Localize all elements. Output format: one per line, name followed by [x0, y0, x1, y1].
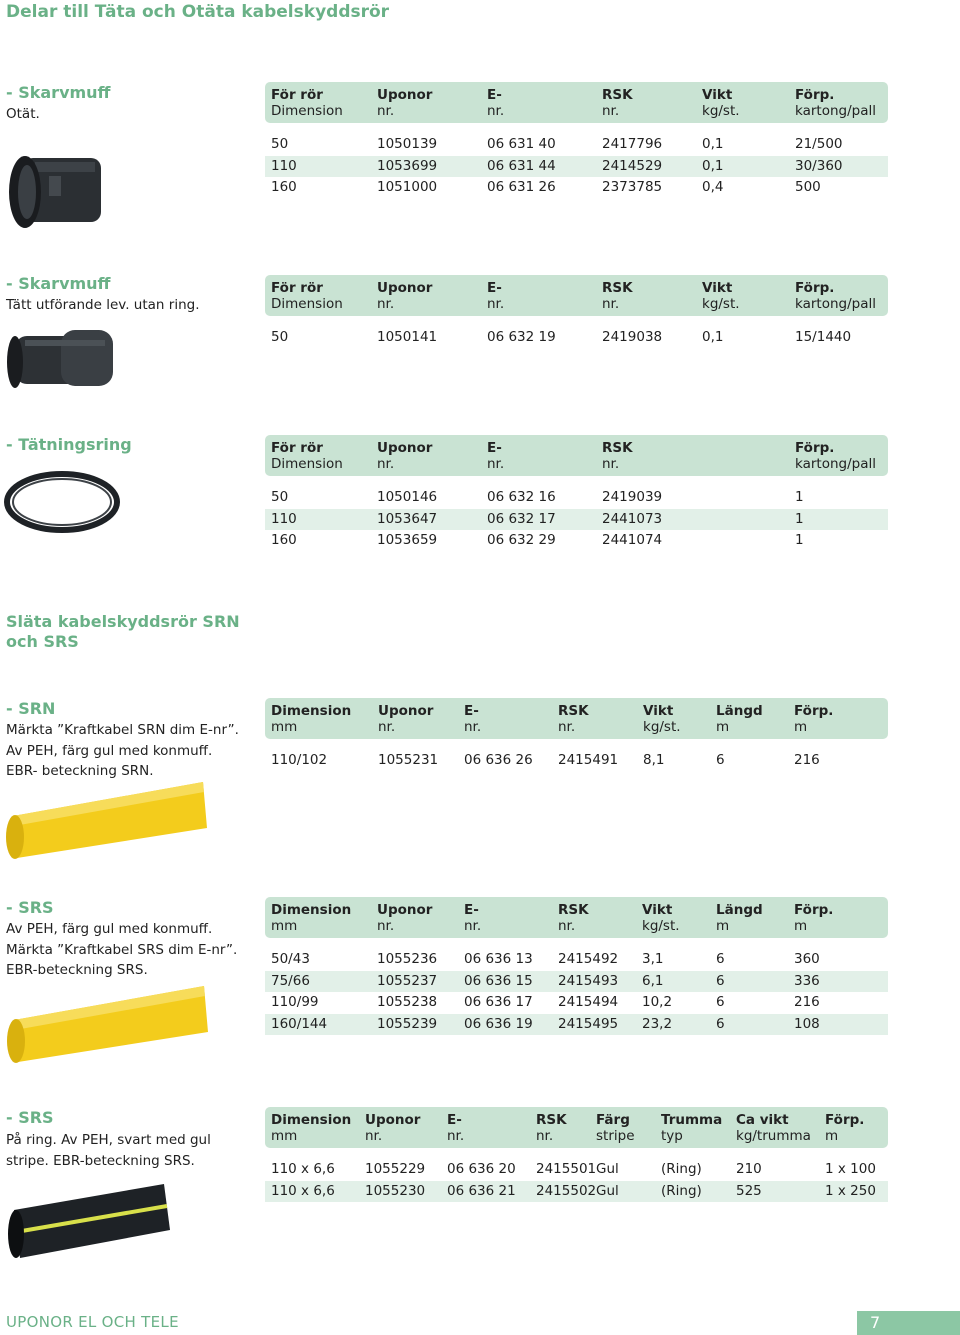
table-row: 110 1053699 06 631 44 2414529 0,1 30/360: [265, 156, 888, 178]
column-header: E- nr.: [487, 87, 505, 119]
table-row: 160/144 1055239 06 636 19 2415495 23,2 6 108: [265, 1014, 888, 1036]
section-description: [6, 104, 40, 125]
table-header: [265, 435, 888, 476]
table-row: 50 1050139 06 631 40 2417796 0,1 21/500: [271, 136, 843, 152]
description-line: Märkta ”Kraftkabel SRS dim E-nr”.: [6, 941, 238, 958]
heading-line: och SRS: [6, 632, 79, 651]
description-line: Tätt utförande lev. utan ring.: [6, 297, 200, 313]
description-line: stripe. EBR-beteckning SRS.: [6, 1152, 195, 1169]
page-number: 7: [870, 1313, 881, 1332]
column-header: RSK nr.: [558, 902, 589, 934]
column-header: Trumma typ: [661, 1112, 723, 1144]
column-header: Förp. m: [794, 902, 834, 934]
section-description: [6, 720, 239, 782]
product-table: [265, 275, 888, 349]
column-header: RSK nr.: [602, 280, 633, 312]
section-description: [6, 1130, 211, 1171]
description-line: EBR-beteckning SRS.: [6, 962, 148, 978]
description-line: Av PEH, färg gul med konmuff.: [6, 921, 213, 937]
product-table: [265, 698, 888, 772]
table-row: 50 1050146 06 632 16 2419039 1: [271, 489, 804, 505]
column-header: För rör Dimension: [271, 440, 343, 472]
column-header: Dimension mm: [271, 703, 352, 735]
column-header: RSK nr.: [558, 703, 589, 735]
product-table: [265, 897, 888, 1035]
table-header: [265, 82, 888, 123]
sealing-ring-image: [4, 470, 120, 534]
heading-line: Släta kabelskyddsrör SRN: [6, 612, 240, 631]
table-row: 110/102 1055231 06 636 26 2415491 8,1 6 216: [271, 752, 820, 768]
column-header: För rör Dimension: [271, 87, 343, 119]
section-title: - Skarvmuff: [6, 274, 111, 293]
column-header: För rör Dimension: [271, 280, 343, 312]
table-header: [265, 698, 888, 739]
section-description: [6, 919, 237, 981]
table-row: 50/43 1055236 06 636 13 2415492 3,1 6 360: [271, 951, 820, 967]
column-header: E- nr.: [487, 280, 505, 312]
table-row: 50 1050141 06 632 19 2419038 0,1 15/1440: [271, 329, 852, 345]
column-header: Uponor nr.: [377, 87, 433, 119]
product-table: [265, 435, 888, 552]
yellow-pipe-image: [4, 982, 210, 1064]
column-header: Ca vikt kg/trumma: [736, 1112, 811, 1144]
column-header: Förp. kartong/pall: [795, 280, 876, 312]
section-title: - SRS: [6, 1108, 54, 1127]
table-row: 110 x 6,6 1055230 06 636 21 2415502 Gul (Ring) 525 1 x 250: [265, 1181, 888, 1203]
column-header: E- nr.: [447, 1112, 465, 1144]
table-row: 110/99 1055238 06 636 17 2415494 10,2 6 216: [271, 994, 820, 1010]
column-header: Färg stripe: [596, 1112, 635, 1144]
column-header: Dimension mm: [271, 1112, 352, 1144]
section-title: - SRN: [6, 699, 56, 718]
column-header: Längd m: [716, 703, 763, 735]
table-header: [265, 1107, 888, 1148]
table-row: 110 x 6,6 1055229 06 636 20 2415501 Gul (Ring) 210 1 x 100: [271, 1161, 876, 1177]
column-header: Förp. m: [825, 1112, 865, 1144]
yellow-pipe-image: [3, 778, 209, 860]
table-header: [265, 275, 888, 316]
black-pipe-image: [4, 1180, 174, 1260]
section-title: - Skarvmuff: [6, 83, 111, 102]
column-header: RSK nr.: [602, 440, 633, 472]
column-header: Vikt kg/st.: [643, 703, 681, 735]
description-line: Av PEH, färg gul med konmuff.: [6, 742, 213, 759]
table-row: 75/66 1055237 06 636 15 2415493 6,1 6 336: [265, 971, 888, 993]
sealed-coupling-image: [5, 322, 117, 392]
column-header: Förp. kartong/pall: [795, 87, 876, 119]
section-title: - Tätningsring: [6, 435, 132, 454]
column-header: Uponor nr.: [378, 703, 434, 735]
column-header: E- nr.: [464, 703, 482, 735]
column-header: Förp. kartong/pall: [795, 440, 876, 472]
column-header: Uponor nr.: [365, 1112, 421, 1144]
column-header: Förp. m: [794, 703, 834, 735]
column-header: Uponor nr.: [377, 280, 433, 312]
table-header: [265, 897, 888, 938]
description-line: Otät.: [6, 106, 40, 122]
coupling-sleeve-image: [5, 150, 105, 232]
description-line: På ring. Av PEH, svart med gul: [6, 1132, 211, 1148]
table-row: 110 1053647 06 632 17 2441073 1: [265, 509, 888, 531]
section-description: [6, 295, 200, 316]
section-title: - SRS: [6, 898, 54, 917]
table-row: 160 1053659 06 632 29 2441074 1: [271, 532, 804, 548]
footer-brand: UPONOR EL OCH TELE: [6, 1313, 179, 1331]
column-header: Dimension mm: [271, 902, 352, 934]
page-title: Delar till Täta och Otäta kabelskyddsrör: [6, 2, 390, 22]
column-header: RSK nr.: [536, 1112, 567, 1144]
table-row: 160 1051000 06 631 26 2373785 0,4 500: [271, 179, 821, 195]
column-header: Vikt kg/st.: [702, 87, 740, 119]
column-header: E- nr.: [487, 440, 505, 472]
description-line: Märkta ”Kraftkabel SRN dim E-nr”.: [6, 722, 239, 738]
column-header: Uponor nr.: [377, 902, 433, 934]
section-heading: [6, 612, 240, 652]
column-header: Vikt kg/st.: [642, 902, 680, 934]
column-header: E- nr.: [464, 902, 482, 934]
column-header: Längd m: [716, 902, 763, 934]
product-table: [265, 82, 888, 199]
column-header: Uponor nr.: [377, 440, 433, 472]
column-header: RSK nr.: [602, 87, 633, 119]
product-table: [265, 1107, 888, 1202]
description-line: EBR- beteckning SRN.: [6, 763, 154, 779]
column-header: Vikt kg/st.: [702, 280, 740, 312]
